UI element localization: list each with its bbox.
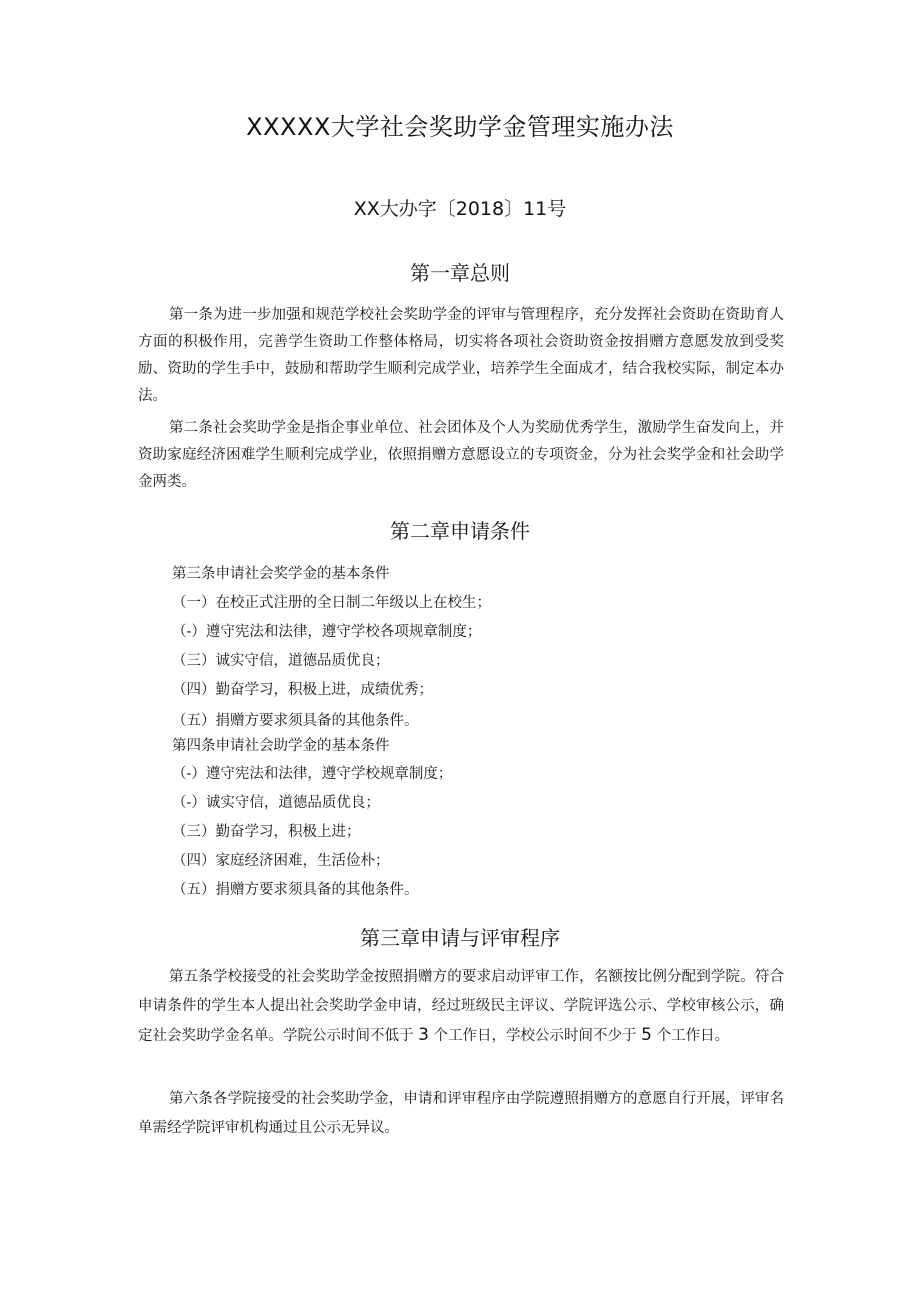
document-number: XX大办字〔2018〕11号 — [353, 198, 567, 220]
article-3-item: （-）遵守宪法和法律，遵守学校各项规章制度； — [172, 624, 482, 640]
article-5-text-1: 第五条学校接受的社会奖助学金按照捐赠方的要求启动评审工作，名额按比例分配到学院。符合申请条件的学生本人提出社会奖助学金申请，经过班级民主评议、学院评选公示、学校审核公示，确定社会奖助学金名单。学院公示时间不低于 — [138, 969, 784, 1044]
article-3-item: （三）诚实守信，道德品质优良； — [172, 653, 390, 669]
article-3-heading: 第三条申请社会奖学金的基本条件 — [172, 566, 390, 582]
article-2: 第二条社会奖助学金是指企事业单位、社会团体及个人为奖励优秀学生，激励学生奋发向上，并资助家庭经济困难学生顺利完成学业，依照捐赠方意愿设立的专项资金，分为社会奖学金和社会助学金两类。 — [138, 420, 784, 490]
article-4-heading: 第四条申请社会助学金的基本条件 — [172, 738, 390, 754]
article-4-item: （四）家庭经济困难，生活俭朴； — [172, 853, 390, 869]
article-5-text-2: 个工作日，学校公示时间不少于 — [433, 1028, 637, 1044]
article-4-item: （五）捐赠方要求须具备的其他条件。 — [172, 882, 419, 898]
article-1: 第一条为进一步加强和规范学校社会奖助学金的评审与管理程序，充分发挥社会资助在资助育人方面的积极作用，完善学生资助工作整体格局，切实将各项社会资助资金按捐赠方意愿发放到受奖励、资助的学生手中，鼓励和帮助学生顺利完成学业，培养学生全面成才，结合我校实际，制定本办法。 — [138, 307, 784, 404]
article-3-item: （五）捐赠方要求须具备的其他条件。 — [172, 713, 419, 729]
article-3-item: （一）在校正式注册的全日制二年级以上在校生； — [172, 595, 491, 611]
chapter-1-title: 第一章总则 — [410, 261, 510, 285]
article-5 — [138, 963, 784, 1051]
college-publicity-days: 3 — [418, 1025, 429, 1045]
article-4-item: （-）诚实守信，道德品质优良； — [172, 795, 380, 811]
chapter-3-title: 第三章申请与评审程序 — [360, 926, 560, 950]
article-4-item: （三）勤奋学习，积极上进； — [172, 824, 361, 840]
article-5-text-3: 个工作日。 — [656, 1028, 730, 1044]
school-publicity-days: 5 — [641, 1025, 652, 1045]
article-4-item: （-）遵守宪法和法律，遵守学校规章制度； — [172, 766, 453, 782]
document-title: XXXXX大学社会奖助学金管理实施办法 — [246, 113, 674, 141]
chapter-2-title: 第二章申请条件 — [390, 519, 530, 543]
article-3-item: （四）勤奋学习，积极上进，成绩优秀； — [172, 682, 433, 698]
article-6: 第六条各学院接受的社会奖助学金，申请和评审程序由学院遵照捐赠方的意愿自行开展，评审名单需经学院评审机构通过且公示无异议。 — [138, 1091, 784, 1136]
